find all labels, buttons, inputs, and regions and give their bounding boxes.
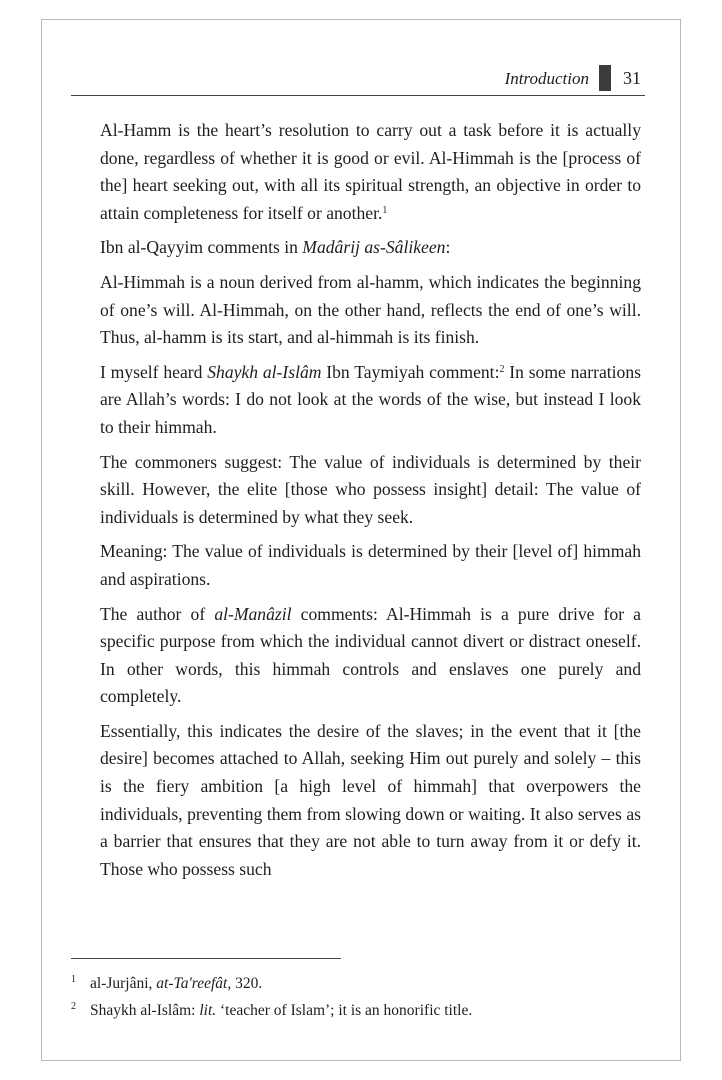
- footnote-ref-1: 1: [382, 204, 388, 216]
- paragraph-7: The author of al-Manâzil comments: Al-Himmah is a pure drive for a specific purpose from which the individual cannot divert or distract oneself. In other words, this himmah controls and enslaves one purely and completely.: [100, 603, 641, 707]
- running-title: Introduction: [504, 69, 589, 88]
- book-title-madarij: Madârij as-Sâlikeen: [302, 237, 446, 258]
- footnote-ref-2: 2: [499, 363, 505, 375]
- footnote-divider: [71, 958, 341, 959]
- running-header: [71, 65, 645, 96]
- book-title-al-manazil: al-Manâzil: [214, 603, 292, 624]
- header-thumb-bar: [599, 65, 611, 91]
- book-page: [41, 19, 681, 1061]
- paragraph-6: Meaning: The value of individuals is determined by their [level of] himmah and aspirations.: [100, 541, 641, 589]
- paragraph-2: Ibn al-Qayyim comments in Madârij as-Sâlikeen:: [100, 237, 451, 258]
- paragraph-4: I myself heard Shaykh al-Islâm Ibn Taymiyah comment:$^2$ In some narrations are Allah’s words: I do not look at the words of the wise, but instead I look to their himmah.: [100, 361, 641, 437]
- paragraph-5: The commoners suggest: The value of individuals is determined by their skill. However, the elite [those who possess insight] detail: The value of individuals is determined by what they seek.: [100, 451, 641, 527]
- body-text: [100, 117, 641, 890]
- footnote-1: 1 al-Jurjâni, at-Ta'reefât, 320.: [71, 970, 631, 997]
- page-number: 31: [623, 68, 641, 88]
- paragraph-1: Al-Hamm is the heart’s resolution to carry out a task before it is actually done, regardless of whether it is good or evil. Al-Himmah is the [process of the] heart seeking out, with all its spiritual strength, an objective in order to attain completeness for itself or another.$^1$: [100, 120, 641, 223]
- footnote-marker: 2: [71, 1001, 76, 1012]
- paragraph-8: Essentially, this indicates the desire of the slaves; in the event that it [the desire] becomes attached to Allah, seeking Him out purely and solely – this is the fiery ambition [a high level of himmah] that overpowers the individuals, preventing them from slowing down or waiting. It also serves as a barrier that ensures that they are not able to turn away from it or defy it. Those who possess such: [100, 720, 641, 879]
- footnote-2: 2 Shaykh al-Islâm: lit. ‘teacher of Islam’; it is an honorific title.: [71, 997, 631, 1024]
- paragraph-3: Al-Himmah is a noun derived from al-hamm, which indicates the beginning of one’s will. Al-Himmah, on the other hand, reflects the end of one’s will. Thus, al-hamm is its start, and al-himmah is its finish.: [100, 271, 641, 348]
- footnotes: [71, 970, 631, 1024]
- footnote-marker: 1: [71, 974, 76, 985]
- term-shaykh-al-islam: Shaykh al-Islâm: [207, 361, 322, 382]
